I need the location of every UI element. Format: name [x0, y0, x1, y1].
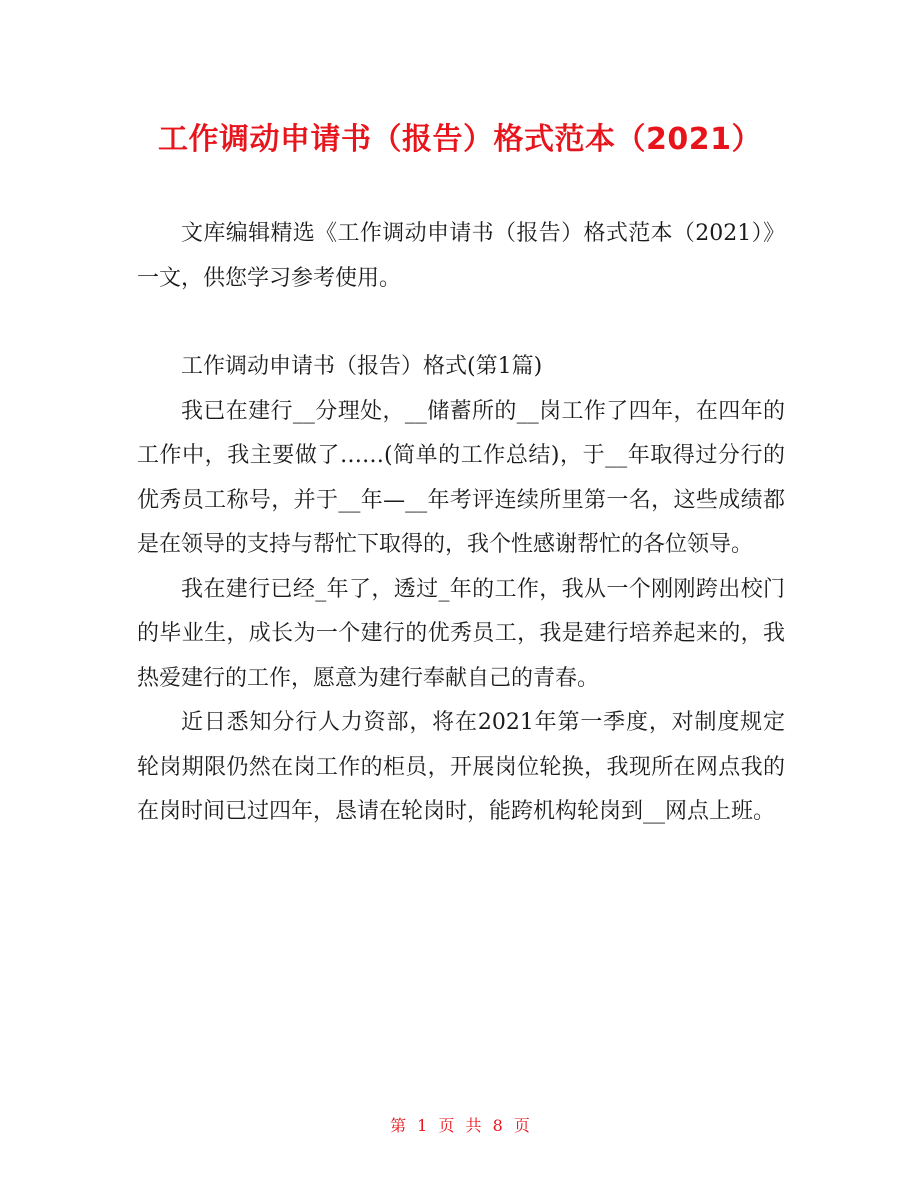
intro-paragraph: 文库编辑精选《工作调动申请书（报告）格式范本（2021）》一文，供您学习参考使用。 — [137, 221, 785, 291]
section-heading: 工作调动申请书（报告）格式(第1篇) — [181, 354, 543, 379]
body-paragraph-1: 我已在建行__分理处，__储蓄所的__岗工作了四年，在四年的工作中，我主要做了……(简单的工作总结)，于__年取得过分行的优秀员工称号，并于__年—__年考评连续所里第一名，这些成绩都是在领导的支持与帮忙下取得的，我个性感谢帮忙的各位领导。 — [137, 398, 785, 557]
body-paragraph-3: 近日悉知分行人力资部，将在2021年第一季度，对制度规定轮岗期限仍然在岗工作的柜员，开展岗位轮换，我现所在网点我的在岗时间已过四年，恳请在轮岗时，能跨机构轮岗到__网点上班。 — [137, 710, 785, 824]
body-paragraph-2: 我在建行已经_年了，透过_年的工作，我从一个刚刚跨出校门的毕业生，成长为一个建行的优秀员工，我是建行培养起来的，我热爱建行的工作，愿意为建行奉献自己的青春。 — [137, 576, 785, 691]
page-number-footer: 第 1 页 共 8 页 — [390, 1116, 530, 1135]
document-title: 工作调动申请书（报告）格式范本（2021） — [158, 122, 762, 157]
document-body — [137, 212, 785, 835]
